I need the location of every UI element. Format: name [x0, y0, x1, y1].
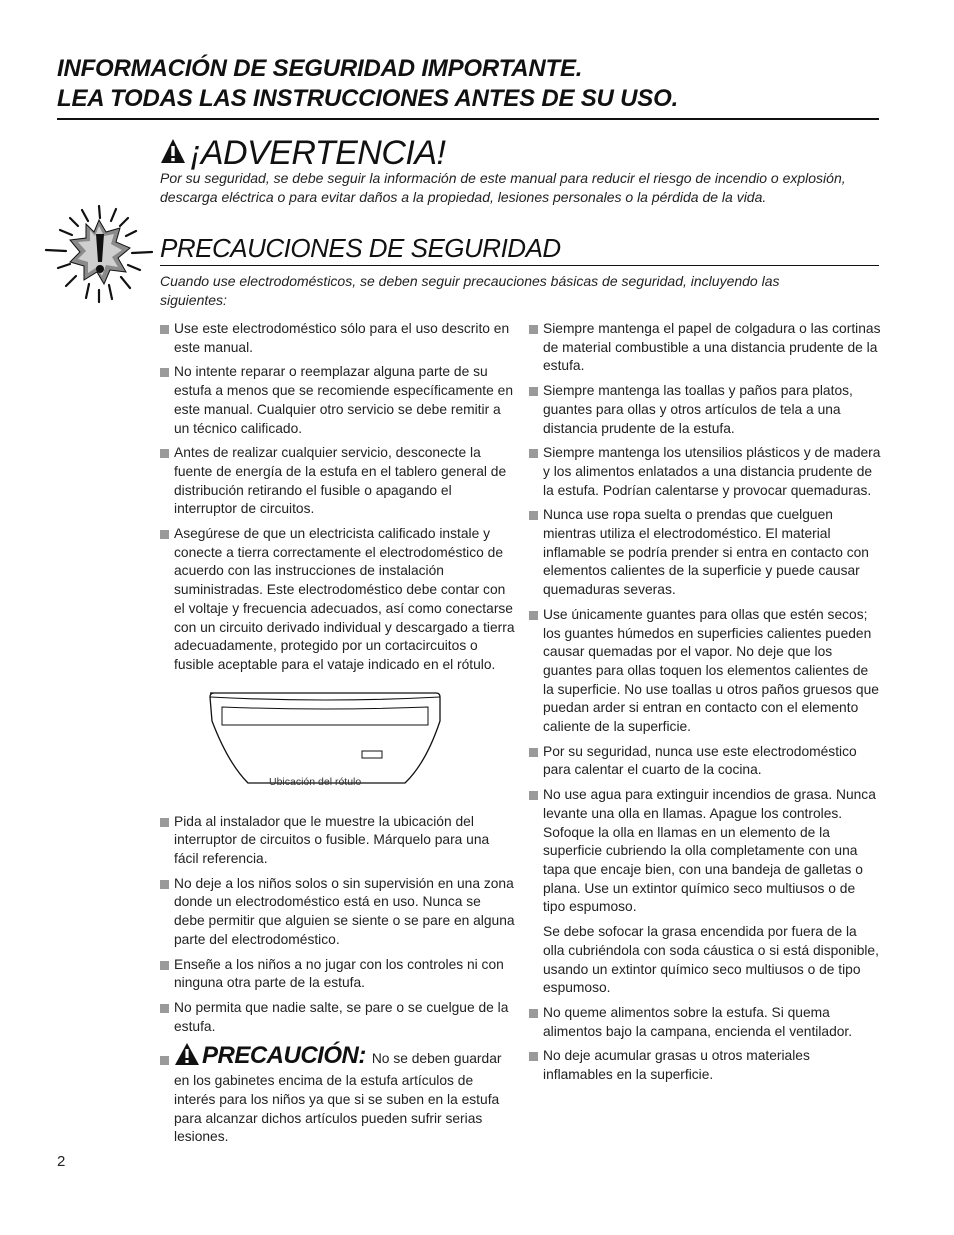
figure-caption: Ubicación del rótulo [269, 775, 362, 788]
bullet-square-icon [529, 511, 538, 520]
list-item: Enseñe a los niños a no jugar con los controles ni con ninguna otra parte de la estufa. [160, 956, 515, 993]
list-item: Siempre mantenga las toallas y paños para platos, guantes para ollas y otros artículos de tela a una distancia prudente de la estufa. [529, 382, 881, 438]
list-item: Use este electrodoméstico sólo para el uso descrito en este manual. [160, 320, 515, 357]
exclamation-burst-icon [42, 204, 156, 304]
header-rule [57, 118, 879, 120]
list-item: Siempre mantenga los utensilios plásticos y de madera y los alimentos enlatados a una distancia prudente de la estufa. Podrían calentarse y provocar quemaduras. [529, 444, 881, 500]
list-item: Nunca use ropa suelta o prendas que cuelguen mientras utiliza el electrodoméstico. El material inflamable se podría prender si entra en contacto con elementos calientes de la superficie y puede causar quemaduras severas. [529, 506, 881, 600]
list-item: Asegúrese de que un electricista calificado instale y conecte a tierra correctamente el electrodoméstico de acuerdo con las instrucciones de instalación suministradas. Este electrodoméstico debe contar con el voltaje y frecuencia adecuados, así como conectarse con un circuito derivado individual y descargado a tierra adecuadamente, protegido por un cortacircuitos o fusible aceptable para el vataje indicado en el rótulo. [160, 525, 515, 675]
caution-body: No se deben guardar en los gabinetes encima de la estufa artículos de interés para los niños ya que si se suben en la estufa para alcanzar dichos artículos pueden sufrir serias lesiones. [174, 1051, 502, 1145]
list-item: No use agua para extinguir incendios de grasa. Nunca levante una olla en llamas. Apague los controles. Sofoque la olla en llamas en un elemento de la superficie cubriendo la olla completamente con una tapa que encaje bien, con una bandeja de galletas o plana. Use un extintor químico seco multiusos o de tipo espumoso. [529, 786, 881, 917]
warning-heading [160, 133, 445, 173]
bullet-square-icon [529, 325, 538, 334]
bullet-square-icon [160, 961, 169, 970]
left-column [160, 320, 515, 1153]
rating-label-figure [160, 689, 515, 801]
list-item: No queme alimentos sobre la estufa. Si quema alimentos bajo la campana, encienda el ventilador. [529, 1004, 881, 1041]
bullet-square-icon [529, 791, 538, 800]
bullet-square-icon [160, 818, 169, 827]
list-item: Antes de realizar cualquier servicio, desconecte la fuente de energía de la estufa en el tablero general de distribución retirando el fusible o apagando el interruptor de circuitos. [160, 444, 515, 519]
bullet-square-icon [160, 880, 169, 889]
bullet-square-icon [160, 1004, 169, 1013]
list-item: Use únicamente guantes para ollas que estén secos; los guantes húmedos en superficies calientes pueden causar quemadas por el vapor. No deje que los guantes para ollas toquen los elementos calientes de la superficie. No use toallas u otros paños gruesos que puedan arder si entran en contacto con el elemento caliente de la superficie. [529, 606, 881, 737]
bullet-square-icon [160, 368, 169, 377]
warning-title: ¡ADVERTENCIA! [190, 134, 446, 172]
section-rule [160, 265, 879, 266]
list-item: No permita que nadie salte, se pare o se cuelgue de la estufa. [160, 999, 515, 1036]
bullet-square-icon [529, 748, 538, 757]
header-line-1: INFORMACIÓN DE SEGURIDAD IMPORTANTE. [57, 55, 583, 82]
warning-triangle-icon [160, 138, 186, 169]
section-title: PRECAUCIONES DE SEGURIDAD [160, 233, 561, 263]
section-intro: Cuando use electrodomésticos, se deben seguir precauciones básicas de seguridad, incluyendo las siguientes: [160, 273, 780, 308]
list-item: Siempre mantenga el papel de colgadura o las cortinas de material combustible a una distancia prudente de la estufa. [529, 320, 881, 376]
list-item: No deje acumular grasas u otros materiales inflamables en la superficie. [529, 1047, 881, 1084]
bullet-square-icon [160, 449, 169, 458]
warning-body: Por su seguridad, se debe seguir la información de este manual para reducir el riesgo de incendio o explosión, descarga eléctrica o para evitar daños a la propiedad, lesiones personales o la pérdida de la vida. [160, 170, 846, 205]
page-number: 2 [57, 1153, 66, 1170]
page-header [57, 54, 887, 114]
list-item: Por su seguridad, nunca use este electrodoméstico para calentar el cuarto de la cocina. [529, 743, 881, 780]
bullet-square-icon [160, 1056, 169, 1065]
bullet-square-icon [529, 1009, 538, 1018]
bullet-square-icon [160, 325, 169, 334]
bullet-square-icon [529, 449, 538, 458]
caution-title: PRECAUCIÓN: [202, 1042, 366, 1070]
list-item: No deje a los niños solos o sin supervisión en una zona donde un electrodoméstico está en uso. Nunca se debe permitir que alguien se siente o se pare en alguna parte del electrodoméstico. [160, 875, 515, 950]
header-line-2: LEA TODAS LAS INSTRUCCIONES ANTES DE SU USO. [57, 85, 679, 112]
bullet-square-icon [529, 611, 538, 620]
list-item: Pida al instalador que le muestre la ubicación del interruptor de circuitos o fusible. Márquelo para una fácil referencia. [160, 813, 515, 869]
right-column [529, 320, 881, 1091]
bullet-square-icon [529, 1052, 538, 1061]
list-item: No intente reparar o reemplazar alguna parte de su estufa a menos que se recomiende específicamente en este manual. Cualquier otro servicio se debe remitir a un técnico calificado. [160, 363, 515, 438]
bullet-square-icon [160, 530, 169, 539]
list-item-continuation: Se debe sofocar la grasa encendida por fuera de la olla cubriéndola con soda cáustica o si está disponible, usando un extintor químico seco multiusos o de tipo espumoso. [543, 924, 879, 996]
bullet-square-icon [529, 387, 538, 396]
caution-triangle-icon [174, 1042, 200, 1072]
caution-item [160, 1042, 515, 1147]
